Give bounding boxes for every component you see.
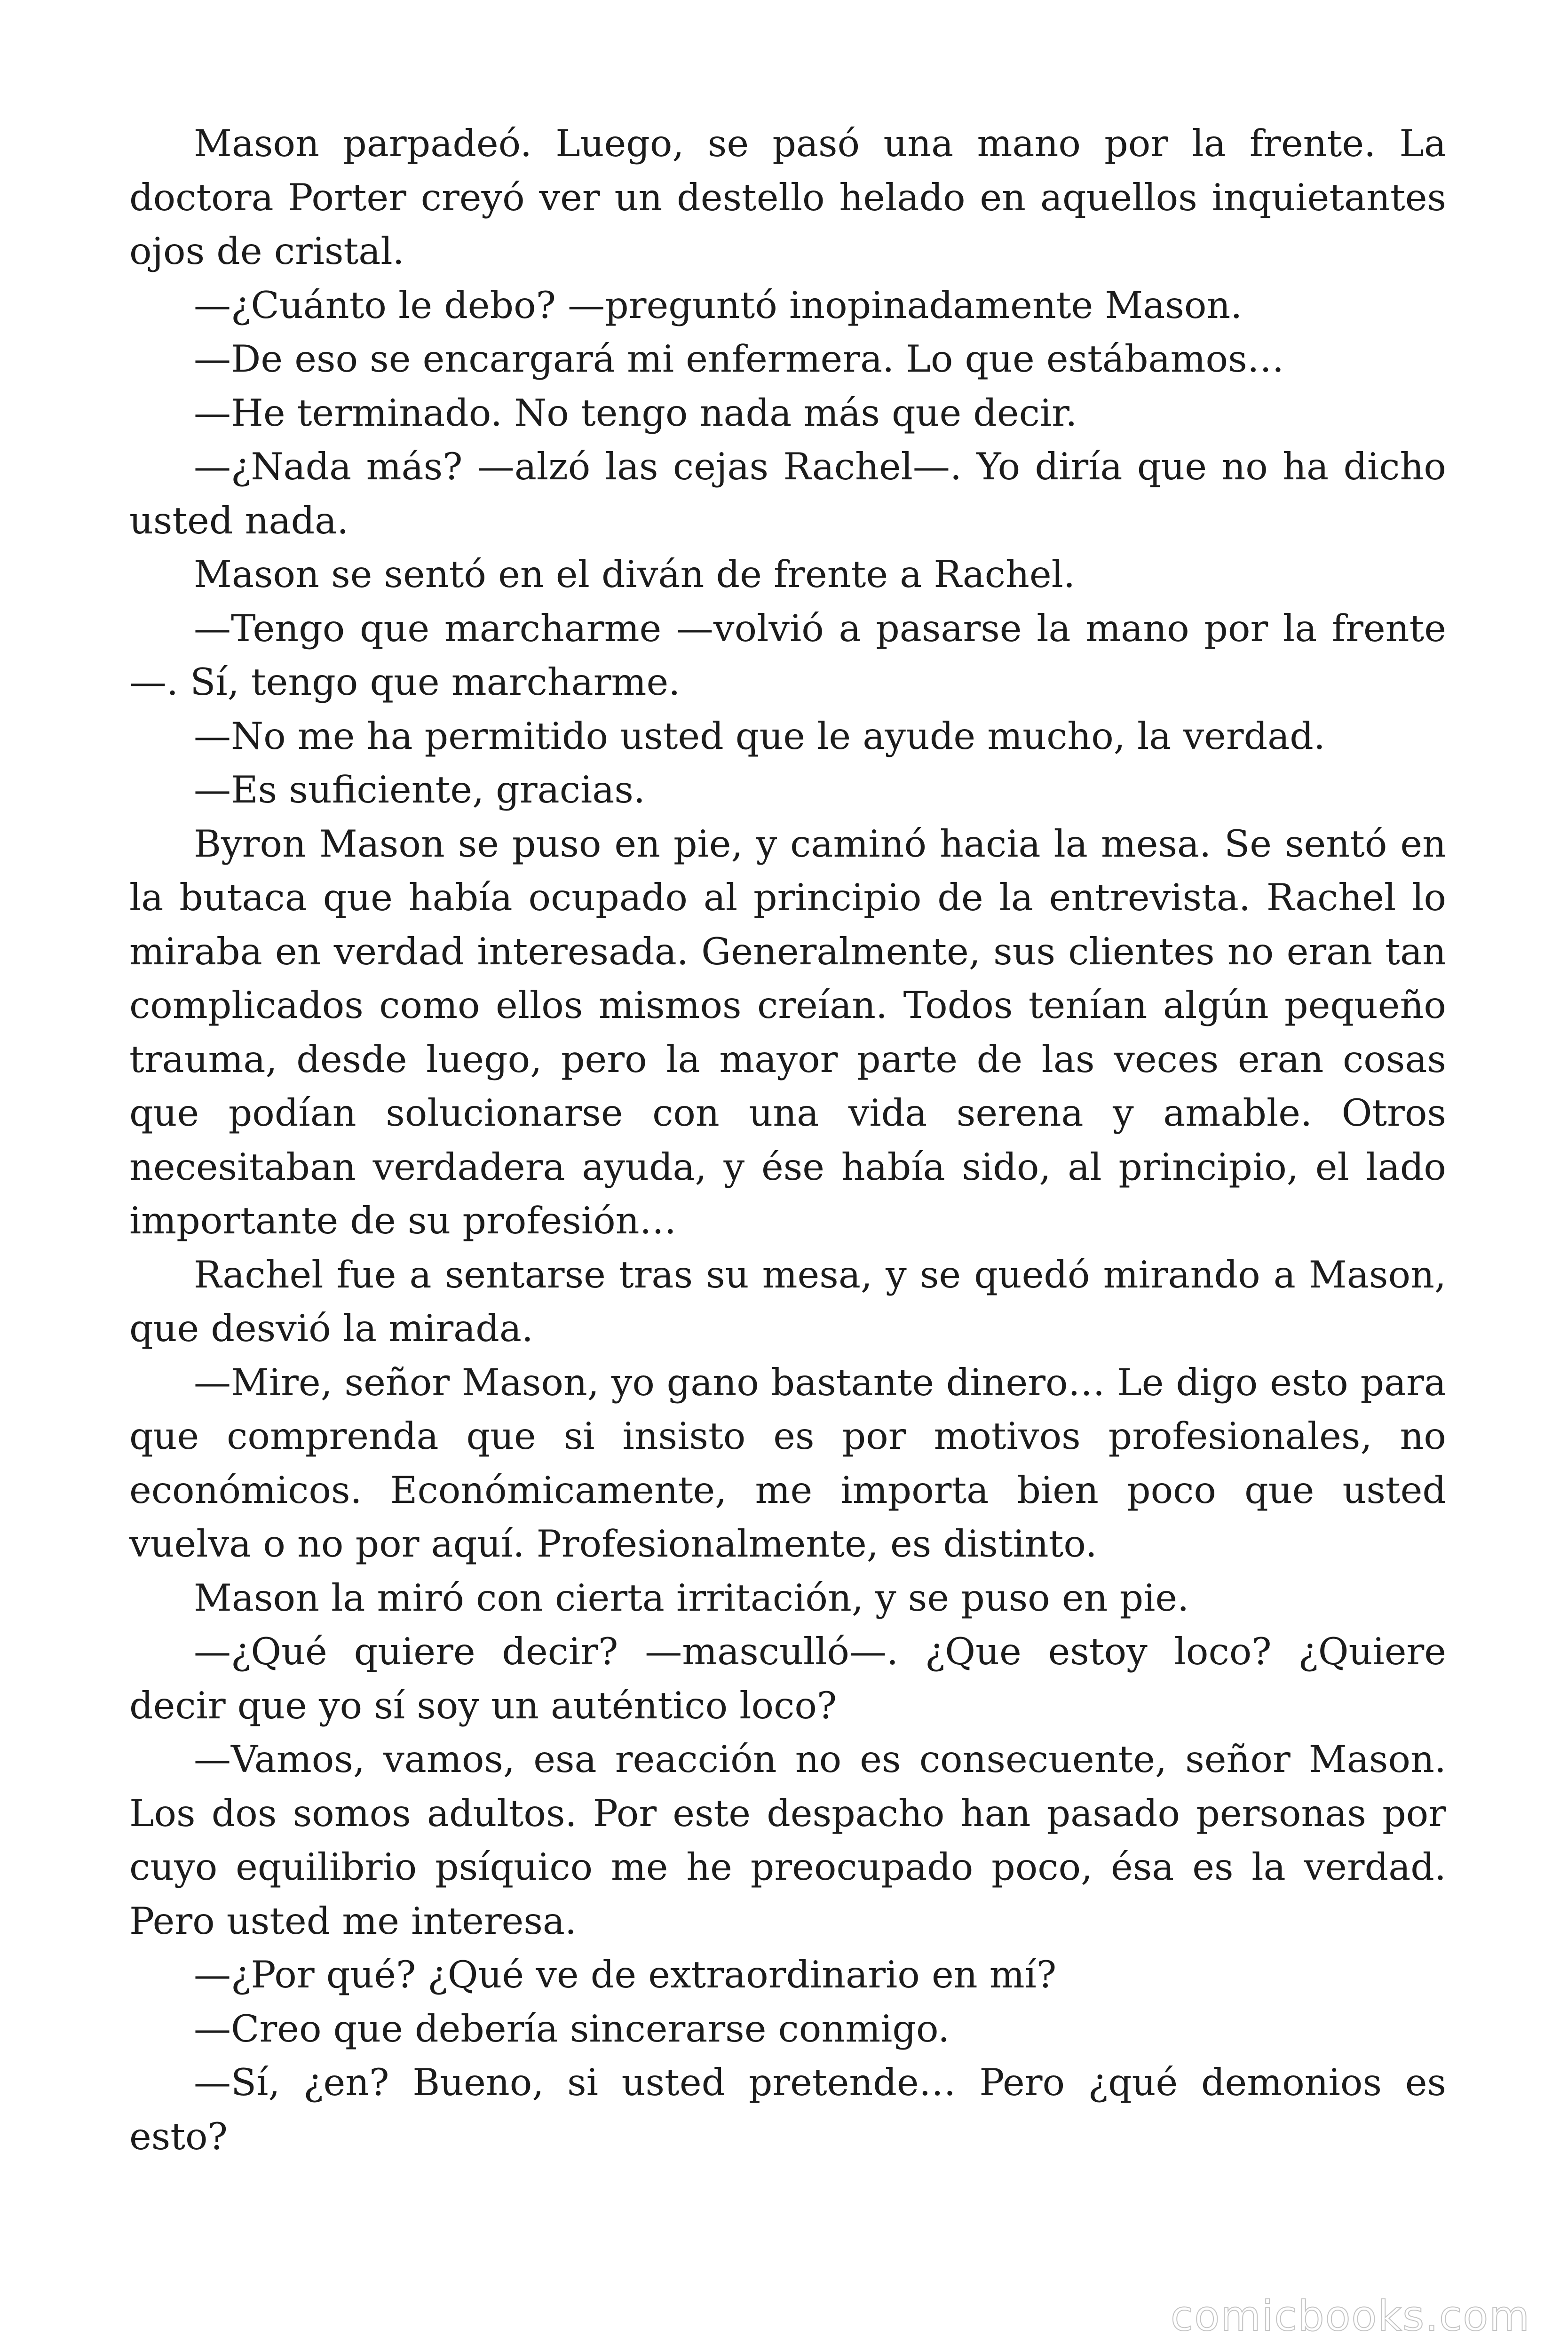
paragraph: —¿Nada más? —alzó las cejas Rachel—. Yo diría que no ha dicho usted nada. [129, 445, 1446, 542]
watermark: comicbooks.com [1170, 2292, 1530, 2340]
paragraph: —¿Cuánto le debo? —preguntó inopinadamente Mason. [194, 283, 1243, 327]
paragraph: —De eso se encargará mi enfermera. Lo que estábamos… [194, 337, 1284, 381]
paragraph: —Vamos, vamos, esa reacción no es consecuente, señor Mason. Los dos somos adultos. Por este despacho han pasado personas por cuyo equilibrio psíquico me he preocupado poco, ésa es la verdad. Pero usted me interesa. [129, 1738, 1446, 1943]
paragraph: —He terminado. No tengo nada más que decir. [194, 391, 1077, 435]
paragraph: —Sí, ¿en? Bueno, si usted pretende… Pero ¿qué demonios es esto? [129, 2061, 1446, 2158]
paragraph: —Creo que debería sincerarse conmigo. [194, 2007, 950, 2050]
paragraph: —Tengo que marcharme —volvió a pasarse la mano por la frente—. Sí, tengo que marcharme. [129, 606, 1446, 704]
book-page-text [129, 117, 1446, 2163]
paragraph: Mason se sentó en el diván de frente a Rachel. [194, 553, 1076, 596]
paragraph: —¿Por qué? ¿Qué ve de extraordinario en mí? [194, 1953, 1057, 1996]
paragraph: Mason la miró con cierta irritación, y se puso en pie. [194, 1576, 1189, 1620]
paragraph: —No me ha permitido usted que le ayude mucho, la verdad. [194, 714, 1325, 758]
paragraph: —Mire, señor Mason, yo gano bastante dinero… Le digo esto para que comprenda que si insisto es por motivos profesionales, no económicos. Económicamente, me importa bien poco que usted vuelva o no por aquí. Profesionalmente, es distinto. [129, 1360, 1446, 1565]
paragraph: —Es suficiente, gracias. [194, 768, 645, 811]
paragraph: —¿Qué quiere decir? —masculló—. ¿Que estoy loco? ¿Quiere decir que yo sí soy un auténtico loco? [129, 1630, 1446, 1727]
paragraph: Mason parpadeó. Luego, se pasó una mano por la frente. La doctora Porter creyó ver un destello helado en aquellos inquietantes ojos de cristal. [129, 122, 1446, 273]
paragraph: Byron Mason se puso en pie, y caminó hacia la mesa. Se sentó en la butaca que había ocupado al principio de la entrevista. Rachel lo miraba en verdad interesada. Generalmente, sus clientes no eran tan complicados como ellos mismos creían. Todos tenían algún pequeño trauma, desde luego, pero la mayor parte de las veces eran cosas que podían solucionarse con una vida serena y amable. Otros necesitaban verdadera ayuda, y ése había sido, al principio, el lado importante de su profesión… [129, 822, 1446, 1242]
paragraph: Rachel fue a sentarse tras su mesa, y se quedó mirando a Mason, que desvió la mirada. [129, 1253, 1446, 1350]
